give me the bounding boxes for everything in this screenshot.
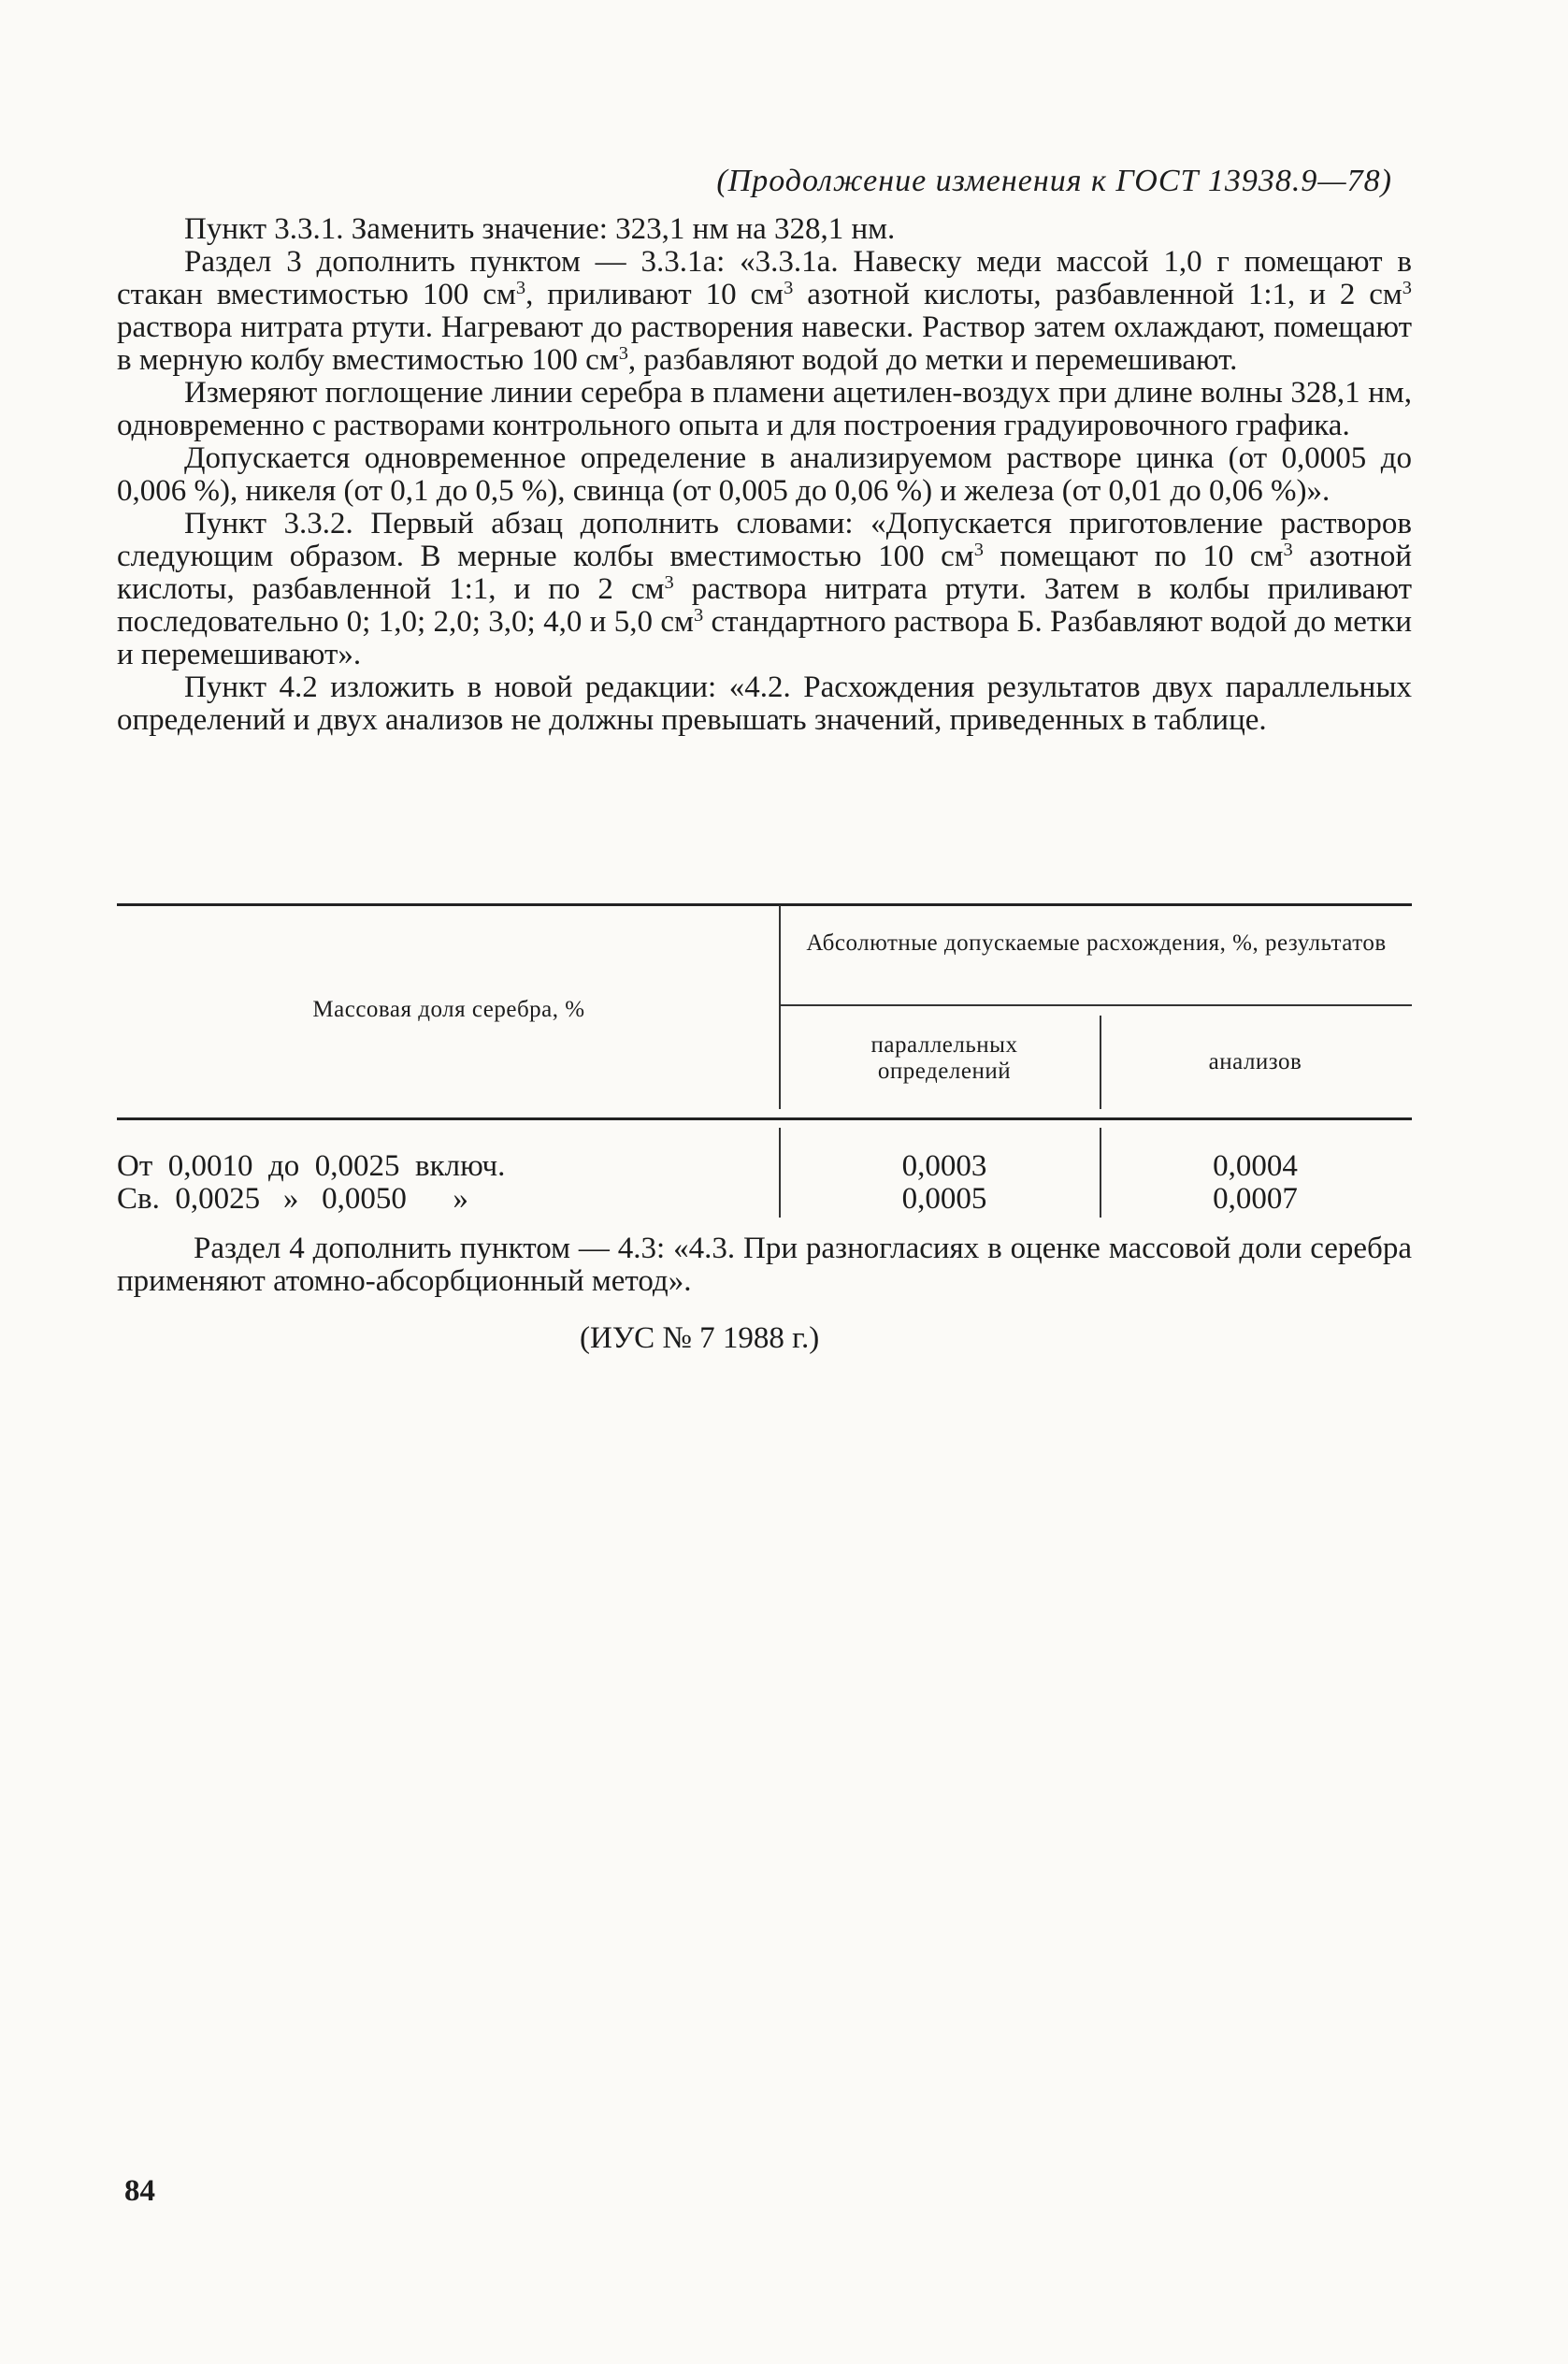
superscript-exponent: 3 xyxy=(973,539,984,560)
table-header-rule xyxy=(117,1117,1412,1120)
superscript-exponent: 3 xyxy=(784,277,794,298)
table-vline-sub xyxy=(1100,1016,1101,1109)
superscript-exponent: 3 xyxy=(1402,277,1413,298)
paragraph: Раздел 3 дополнить пунктом — 3.3.1а: «3.3.1а. Навеску меди массой 1,0 г помещают в стакан вместимостью 100 $см^3$, приливают 10 $см^3$ азотной кислоты, разбавленной 1:1, и 2 $см^3$ раствора нитрата ртути. Нагревают до растворения навески. Раствор затем охлаждают, помещают в мерную колбу вместимостью 100 $см^3$, разбавляют водой до метки и перемешивают. xyxy=(117,245,1413,377)
header-analyses: анализов xyxy=(1208,1049,1302,1074)
table-vline-main xyxy=(779,905,781,1109)
paragraph: Измеряют поглощение линии серебра в пламени ацетилен-воздух при длине волны 328,1 нм, одновременно с растворами контрольного опыта и для построения градуировочного графика. xyxy=(117,376,1412,442)
superscript-exponent: 3 xyxy=(1283,539,1293,560)
body-text xyxy=(117,213,1412,737)
table-cell-parallel: 0,0003 xyxy=(901,1149,987,1183)
table-row-label: От 0,0010 до 0,0025 включ. xyxy=(117,1149,506,1183)
superscript-exponent: 3 xyxy=(693,604,704,626)
table-vline-body-2 xyxy=(1100,1128,1101,1218)
table-row-label: Св. 0,0025 » 0,0050 » xyxy=(117,1182,468,1216)
superscript-exponent: 3 xyxy=(618,342,628,364)
paragraph: Пункт 4.2 изложить в новой редакции: «4.2. Расхождения результатов двух параллельных определений и двух анализов не должны превышать значений, приведенных в таблице. xyxy=(117,670,1412,737)
table-cell-analyses: 0,0004 xyxy=(1213,1149,1298,1183)
paragraph: Пункт 3.3.1. Заменить значение: 323,1 нм на 328,1 нм. xyxy=(184,212,896,246)
after-table-text xyxy=(117,1232,1412,1298)
ius-reference: (ИУС № 7 1988 г.) xyxy=(580,1321,820,1355)
header-tolerances-group: Абсолютные допускаемые расхождения, %, результатов xyxy=(806,930,1387,956)
page-number: 84 xyxy=(124,2174,155,2208)
header-parallel-determinations: параллельных определений xyxy=(870,1032,1018,1084)
paragraph: Допускается одновременное определение в анализируемом растворе цинка (от 0,0005 до 0,006 %), никеля (от 0,1 до 0,5 %), свинца (от 0,005 до 0,06 %) и железа (от 0,01 до 0,06 %)». xyxy=(117,441,1412,508)
table-vline-body-1 xyxy=(779,1128,781,1218)
table-cell-parallel: 0,0005 xyxy=(901,1182,987,1216)
table-cell-analyses: 0,0007 xyxy=(1213,1182,1298,1216)
table-top-rule xyxy=(117,903,1412,906)
continuation-header: (Продолжение изменения к ГОСТ 13938.9—78) xyxy=(716,164,1392,198)
superscript-exponent: 3 xyxy=(664,571,674,593)
paragraph: Раздел 4 дополнить пунктом — 4.3: «4.3. При разногласиях в оценке массовой доли серебра применяют атомно-абсорбционный метод». xyxy=(117,1232,1412,1298)
table-hline-sub xyxy=(781,1004,1412,1006)
superscript-exponent: 3 xyxy=(515,277,526,298)
header-mass-fraction: Массовая доля серебра, % xyxy=(312,997,585,1022)
paragraph: Пункт 3.3.2. Первый абзац дополнить словами: «Допускается приготовление растворов следующим образом. В мерные колбы вместимостью 100 $см^3$ помещают по 10 $см^3$ азотной кислоты, разбавленной 1:1, и по 2 $см^3$ раствора нитрата ртути. Затем в колбы приливают последовательно 0; 1,0; 2,0; 3,0; 4,0 и 5,0 $см^3$ стандартного раствора Б. Разбавляют водой до метки и перемешивают». xyxy=(117,507,1413,671)
